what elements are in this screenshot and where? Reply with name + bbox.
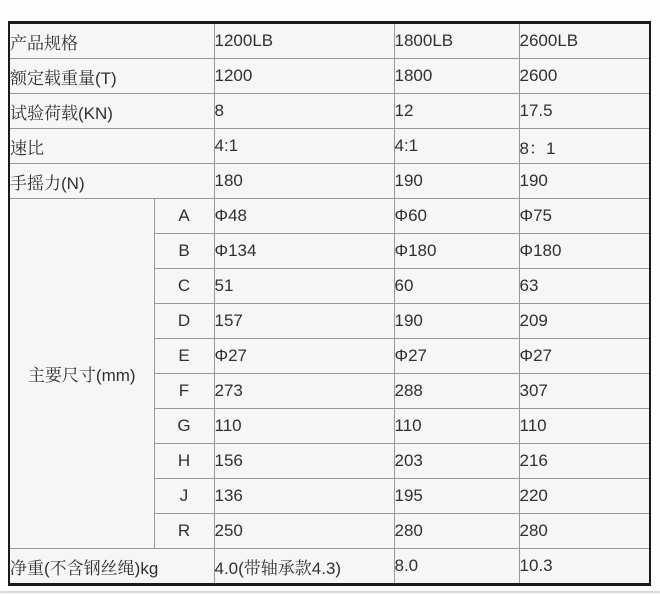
dim-key: E	[154, 339, 214, 374]
value-cell: 63	[519, 269, 650, 304]
value-cell: 280	[519, 514, 650, 549]
value-cell: 60	[394, 269, 519, 304]
dim-key: D	[154, 304, 214, 339]
value-cell: 1800LB	[394, 23, 519, 59]
dim-key: C	[154, 269, 214, 304]
value-cell: 220	[519, 479, 650, 514]
value-cell: 110	[214, 409, 394, 444]
dim-key: B	[154, 234, 214, 269]
dim-key: A	[154, 199, 214, 234]
spec-row-speed-ratio	[9, 129, 650, 164]
container-bottom-edge	[0, 591, 660, 593]
value-cell: 203	[394, 444, 519, 479]
row-label: 产品规格	[9, 23, 214, 59]
row-label: 手摇力(N)	[9, 164, 214, 199]
value-cell: 8.0	[394, 549, 519, 585]
value-cell: 4:1	[394, 129, 519, 164]
value-cell: 12	[394, 94, 519, 129]
row-label: 试验荷载(KN)	[9, 94, 214, 129]
value-cell: 288	[394, 374, 519, 409]
value-cell: Φ60	[394, 199, 519, 234]
value-cell: 190	[519, 164, 650, 199]
value-cell: 190	[394, 164, 519, 199]
spec-row-rated-load	[9, 59, 650, 94]
value-cell: 180	[214, 164, 394, 199]
spec-table	[8, 21, 651, 586]
value-cell: 17.5	[519, 94, 650, 129]
value-cell: 2600LB	[519, 23, 650, 59]
value-cell: 273	[214, 374, 394, 409]
dim-key: F	[154, 374, 214, 409]
spec-row-net-weight	[9, 549, 650, 585]
value-cell: 216	[519, 444, 650, 479]
value-cell: Φ180	[394, 234, 519, 269]
value-cell: 8	[214, 94, 394, 129]
value-cell: Φ27	[214, 339, 394, 374]
value-cell: 8：1	[519, 129, 650, 164]
dim-key: G	[154, 409, 214, 444]
value-cell: 250	[214, 514, 394, 549]
spec-row-test-load	[9, 94, 650, 129]
value-cell: 10.3	[519, 549, 650, 585]
dimension-group-label: 主要尺寸(mm)	[9, 199, 154, 549]
value-cell: Φ75	[519, 199, 650, 234]
value-cell: 307	[519, 374, 650, 409]
value-cell: 156	[214, 444, 394, 479]
value-cell: 110	[519, 409, 650, 444]
dim-key: H	[154, 444, 214, 479]
value-cell: 195	[394, 479, 519, 514]
value-cell: 190	[394, 304, 519, 339]
row-label: 净重(不含钢丝绳)kg	[9, 549, 214, 585]
dim-key: J	[154, 479, 214, 514]
value-cell: 136	[214, 479, 394, 514]
spec-row-product-model	[9, 23, 650, 59]
row-label: 额定载重量(T)	[9, 59, 214, 94]
value-cell: 1200	[214, 59, 394, 94]
row-label: 速比	[9, 129, 214, 164]
value-cell: Φ134	[214, 234, 394, 269]
dim-row-A	[9, 199, 650, 234]
value-cell: Φ27	[519, 339, 650, 374]
value-cell: Φ27	[394, 339, 519, 374]
value-cell: Φ180	[519, 234, 650, 269]
value-cell: 110	[394, 409, 519, 444]
spec-row-hand-force	[9, 164, 650, 199]
value-cell: 157	[214, 304, 394, 339]
value-cell: 51	[214, 269, 394, 304]
value-cell: 2600	[519, 59, 650, 94]
value-cell: 4:1	[214, 129, 394, 164]
value-cell: 280	[394, 514, 519, 549]
value-cell: 209	[519, 304, 650, 339]
dim-key: R	[154, 514, 214, 549]
value-cell: 1800	[394, 59, 519, 94]
value-cell: 4.0(带轴承款4.3)	[214, 549, 394, 585]
value-cell: 1200LB	[214, 23, 394, 59]
value-cell: Φ48	[214, 199, 394, 234]
